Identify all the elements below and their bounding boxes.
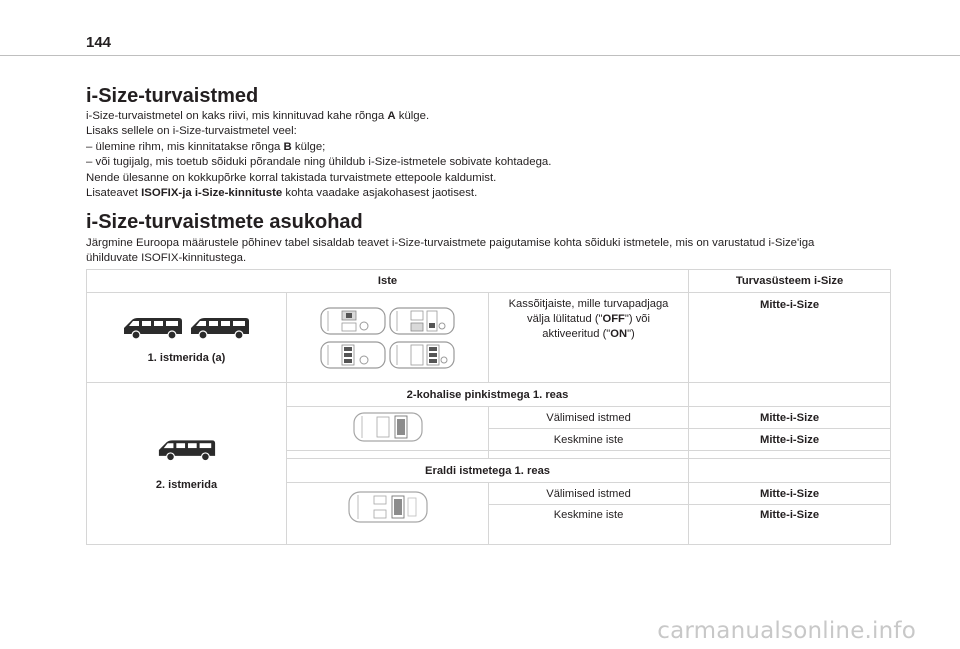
value-cell: Mitte-i-Size <box>689 505 891 545</box>
empty-cell <box>689 459 891 483</box>
header-system: Turvasüsteem i-Size <box>689 270 891 293</box>
header-seat: Iste <box>87 270 689 293</box>
text-line: – või tugijalg, mis toetub sõiduki põrandale ning ühildub i-Size-istmetele sobivate kohtadega. <box>86 156 552 169</box>
description-cell <box>489 293 689 383</box>
seat-position-cell: Keskmine iste <box>489 505 689 545</box>
van-2-icon <box>188 315 252 341</box>
empty-cell <box>489 451 689 459</box>
text-line: i-Size-turvaistmetel on kaks riivi, mis kinnituvad kahe rõnga A külge. <box>86 110 430 122</box>
van-3-icon <box>156 436 218 464</box>
empty-cell <box>287 451 489 459</box>
text-line: – ülemine rihm, mis kinnitatakse rõnga B külge; <box>86 140 326 153</box>
empty-cell <box>689 383 891 407</box>
watermark: carmanualsonline.info <box>657 618 916 644</box>
seat-position-cell: Välimised istmed <box>489 483 689 505</box>
text-line: ühilduvate ISOFIX-kinnitustega. <box>86 252 247 265</box>
value-cell: Mitte-i-Size <box>689 293 891 383</box>
isize-placement-table <box>86 269 891 545</box>
row-label: 1. istmerida (a) <box>147 352 226 364</box>
value-cell: Mitte-i-Size <box>689 429 891 451</box>
van-1-icon <box>121 315 185 341</box>
description-text: Kassõitjaiste, mille turvapadjaga välja lülitatud ("OFF") või aktiveeritud ("ON") <box>508 298 669 340</box>
value-cell: Mitte-i-Size <box>689 407 891 429</box>
section-title-1: i-Size-turvaistmed <box>86 85 259 107</box>
separate-seats-layout-icon <box>348 490 428 524</box>
seat-layout-2-icon <box>389 306 455 336</box>
text-line: Nende ülesanne on kokkupõrke korral takistada turvaistmete ettepoole kaldumist. <box>86 171 497 184</box>
text-line: Lisateavet ISOFIX-ja i-Size-kinnituste kohta vaadake asjakohasest jaotisest. <box>86 187 478 200</box>
text-line: Järgmine Euroopa määrustele põhinev tabel sisaldab teavet i-Size-turvaistmete paigutamise kohta sõiduki istmetele, mis on varustatud i-Size'iga <box>86 237 815 249</box>
bench-seat-layout-icon <box>353 411 423 443</box>
group-title: Eraldi istmetega 1. reas <box>287 459 689 483</box>
vehicle-cell <box>87 293 287 383</box>
seat-layout-cell <box>287 293 489 383</box>
row-label: 2. istmerida <box>155 479 218 491</box>
group-header-row <box>87 383 891 407</box>
page-number: 144 <box>86 34 112 51</box>
seat-layout-cell <box>287 407 489 451</box>
section-2-intro <box>86 236 814 267</box>
seat-layout-1-icon <box>320 306 386 336</box>
seat-layout-3-icon <box>320 340 386 370</box>
seat-layout-cell <box>287 483 489 545</box>
top-divider <box>0 55 960 56</box>
vehicle-cell <box>87 383 287 545</box>
section-1-text <box>86 109 551 201</box>
value-cell: Mitte-i-Size <box>689 483 891 505</box>
group-title: 2-kohalise pinkistmega 1. reas <box>287 383 689 407</box>
text-line: Lisaks sellele on i-Size-turvaistmetel veel: <box>86 125 297 138</box>
seat-position-cell: Keskmine iste <box>489 429 689 451</box>
empty-cell <box>689 451 891 459</box>
section-title-2: i-Size-turvaistmete asukohad <box>86 211 363 233</box>
table-header-row <box>87 270 891 293</box>
seat-layout-4-icon <box>389 340 455 370</box>
table-row <box>87 293 891 383</box>
seat-position-cell: Välimised istmed <box>489 407 689 429</box>
